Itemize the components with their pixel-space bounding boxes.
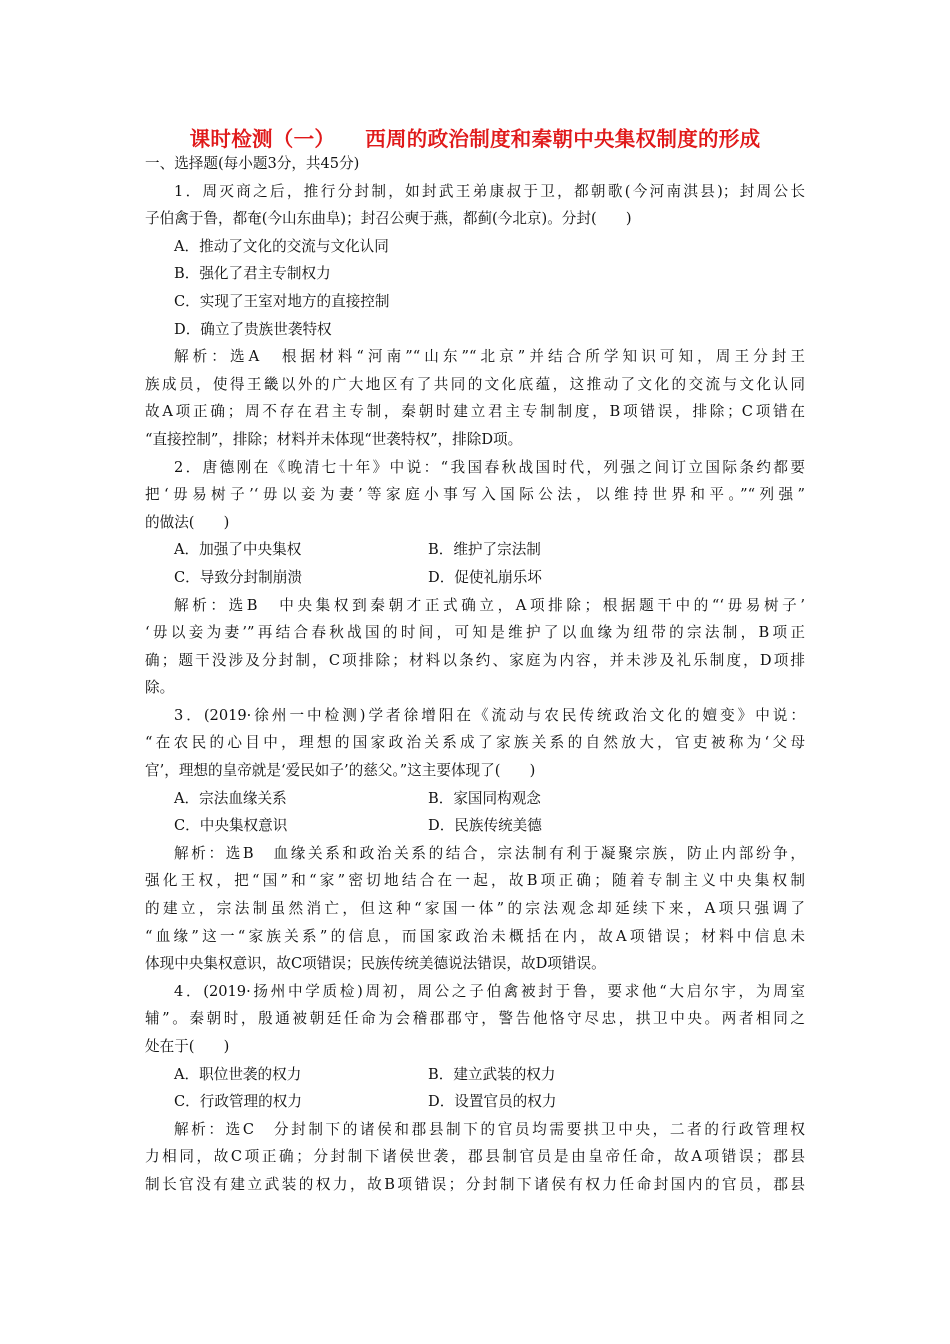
option-a: A．职位世袭的权力 bbox=[174, 1065, 302, 1083]
question-content bbox=[145, 150, 805, 1199]
question-stem-line: “在农民的心目中，理想的国家政治关系成了家族关系的自然放大，官吏被称为‘父母 bbox=[145, 734, 805, 752]
option-c: C．导致分封制崩溃 bbox=[174, 568, 302, 586]
question-2 bbox=[145, 454, 805, 702]
analysis-line: 确；题干没涉及分封制，C项排除；材料以条约、家庭为内容，并未涉及礼乐制度，D项排 bbox=[145, 651, 805, 669]
analysis-line: 的建立，宗法制虽然消亡，但这种“家国一体”的宗法观念却延续下来，A项只强调了 bbox=[145, 900, 805, 918]
analysis-line: 解析：选A 根据材料“河南”“山东”“北京”并结合所学知识可知，周王分封王 bbox=[174, 348, 805, 366]
question-1 bbox=[145, 178, 805, 454]
option-d: D．民族传统美德 bbox=[428, 817, 542, 835]
option-d: D．设置官员的权力 bbox=[428, 1093, 557, 1111]
question-stem-line: 官’，理想的皇帝就是‘爱民如子’的慈父。”这主要体现了( ) bbox=[145, 762, 536, 780]
question-stem-line: 子伯禽于鲁，都奄(今山东曲阜)；封召公奭于燕，都蓟(今北京)。分封( ) bbox=[145, 210, 632, 228]
analysis-line: “血缘”这一“家族关系”的信息，而国家政治未概括在内，故A项错误；材料中信息未 bbox=[145, 927, 805, 945]
analysis-line: 解析：选B 血缘关系和政治关系的结合，宗法制有利于凝聚宗族，防止内部纷争， bbox=[174, 844, 805, 862]
analysis-line: 故A项正确；周不存在君主专制，秦朝时建立君主专制制度，B项错误，排除；C项错在 bbox=[145, 403, 805, 421]
option-c: C．实现了王室对地方的直接控制 bbox=[174, 292, 390, 310]
question-stem-line: 处在于( ) bbox=[145, 1038, 230, 1055]
question-stem-line: 辅”。秦朝时，殷通被朝廷任命为会稽郡郡守，警告他恪守尽忠，拱卫中央。两者相同之 bbox=[145, 1010, 805, 1028]
option-b: B．强化了君主专制权力 bbox=[174, 265, 331, 283]
option-a: A．推动了文化的交流与文化认同 bbox=[174, 237, 389, 255]
question-stem-line: 3．(2019·徐州一中检测)学者徐增阳在《流动与农民传统政治文化的嬗变》中说： bbox=[174, 706, 805, 724]
option-d: D．确立了贵族世袭特权 bbox=[174, 320, 332, 338]
analysis-line: 除。 bbox=[145, 679, 175, 697]
analysis-line: 解析：选C 分封制下的诸侯和郡县制下的官员均需要拱卫中央，二者的行政管理权 bbox=[174, 1120, 805, 1138]
option-b: B．维护了宗法制 bbox=[428, 541, 541, 559]
analysis-line: 体现中央集权意识，故C项错误；民族传统美德说法错误，故D项错误。 bbox=[145, 955, 606, 973]
title-part-2: 西周的政治制度和秦朝中央集权制度的形成 bbox=[365, 127, 761, 151]
analysis-line: “直接控制”，排除；材料并未体现“世袭特权”，排除D项。 bbox=[145, 430, 523, 448]
question-stem-line: 1．周灭商之后，推行分封制，如封武王弟康叔于卫，都朝歌(今河南淇县)；封周公长 bbox=[174, 182, 805, 200]
question-stem-line: 4．(2019·扬州中学质检)周初，周公之子伯禽被封于鲁，要求他“大启尔宇，为周室 bbox=[174, 982, 805, 1000]
option-c: C．中央集权意识 bbox=[174, 817, 288, 835]
option-b: B．家国同构观念 bbox=[428, 789, 541, 807]
question-4 bbox=[145, 978, 805, 1199]
title-part-1: 课时检测（一） bbox=[189, 127, 336, 151]
option-b: B．建立武装的权力 bbox=[428, 1065, 556, 1083]
option-c: C．行政管理的权力 bbox=[174, 1093, 302, 1111]
option-a: A．宗法血缘关系 bbox=[174, 789, 287, 807]
option-d: D．促使礼崩乐坏 bbox=[428, 568, 542, 586]
analysis-line: 制长官没有建立武装的权力，故B项错误；分封制下诸侯有权力任命封国内的官员，郡县 bbox=[145, 1175, 805, 1193]
page-title bbox=[0, 122, 950, 152]
analysis-line: 强化王权，把“国”和“家”密切地结合在一起，故B项正确；随着专制主义中央集权制 bbox=[145, 872, 805, 890]
analysis-line: ‘毋以妾为妻’”再结合春秋战国的时间，可知是维护了以血缘为纽带的宗法制，B项正 bbox=[145, 624, 805, 642]
question-stem-line: 2．唐德刚在《晚清七十年》中说：“我国春秋战国时代，列强之间订立国际条约都要 bbox=[174, 458, 805, 476]
analysis-line: 力相同，故C项正确；分封制下诸侯世袭，郡县制官员是由皇帝任命，故A项错误；郡县 bbox=[145, 1148, 805, 1166]
question-3 bbox=[145, 702, 805, 978]
question-stem-line: 的做法( ) bbox=[145, 513, 230, 531]
analysis-line: 族成员，使得王畿以外的广大地区有了共同的文化底蕴，这推动了文化的交流与文化认同 bbox=[145, 375, 805, 393]
analysis-line: 解析：选B 中央集权到秦朝才正式确立，A项排除；根据题干中的“‘毋易树子’ bbox=[174, 596, 805, 614]
option-a: A．加强了中央集权 bbox=[174, 541, 302, 559]
question-stem-line: 把‘毋易树子’‘毋以妾为妻’等家庭小事写入国际公法，以维持世界和平。”“列强” bbox=[145, 486, 805, 504]
section-heading: 一、选择题(每小题3分，共45分) bbox=[145, 155, 360, 172]
